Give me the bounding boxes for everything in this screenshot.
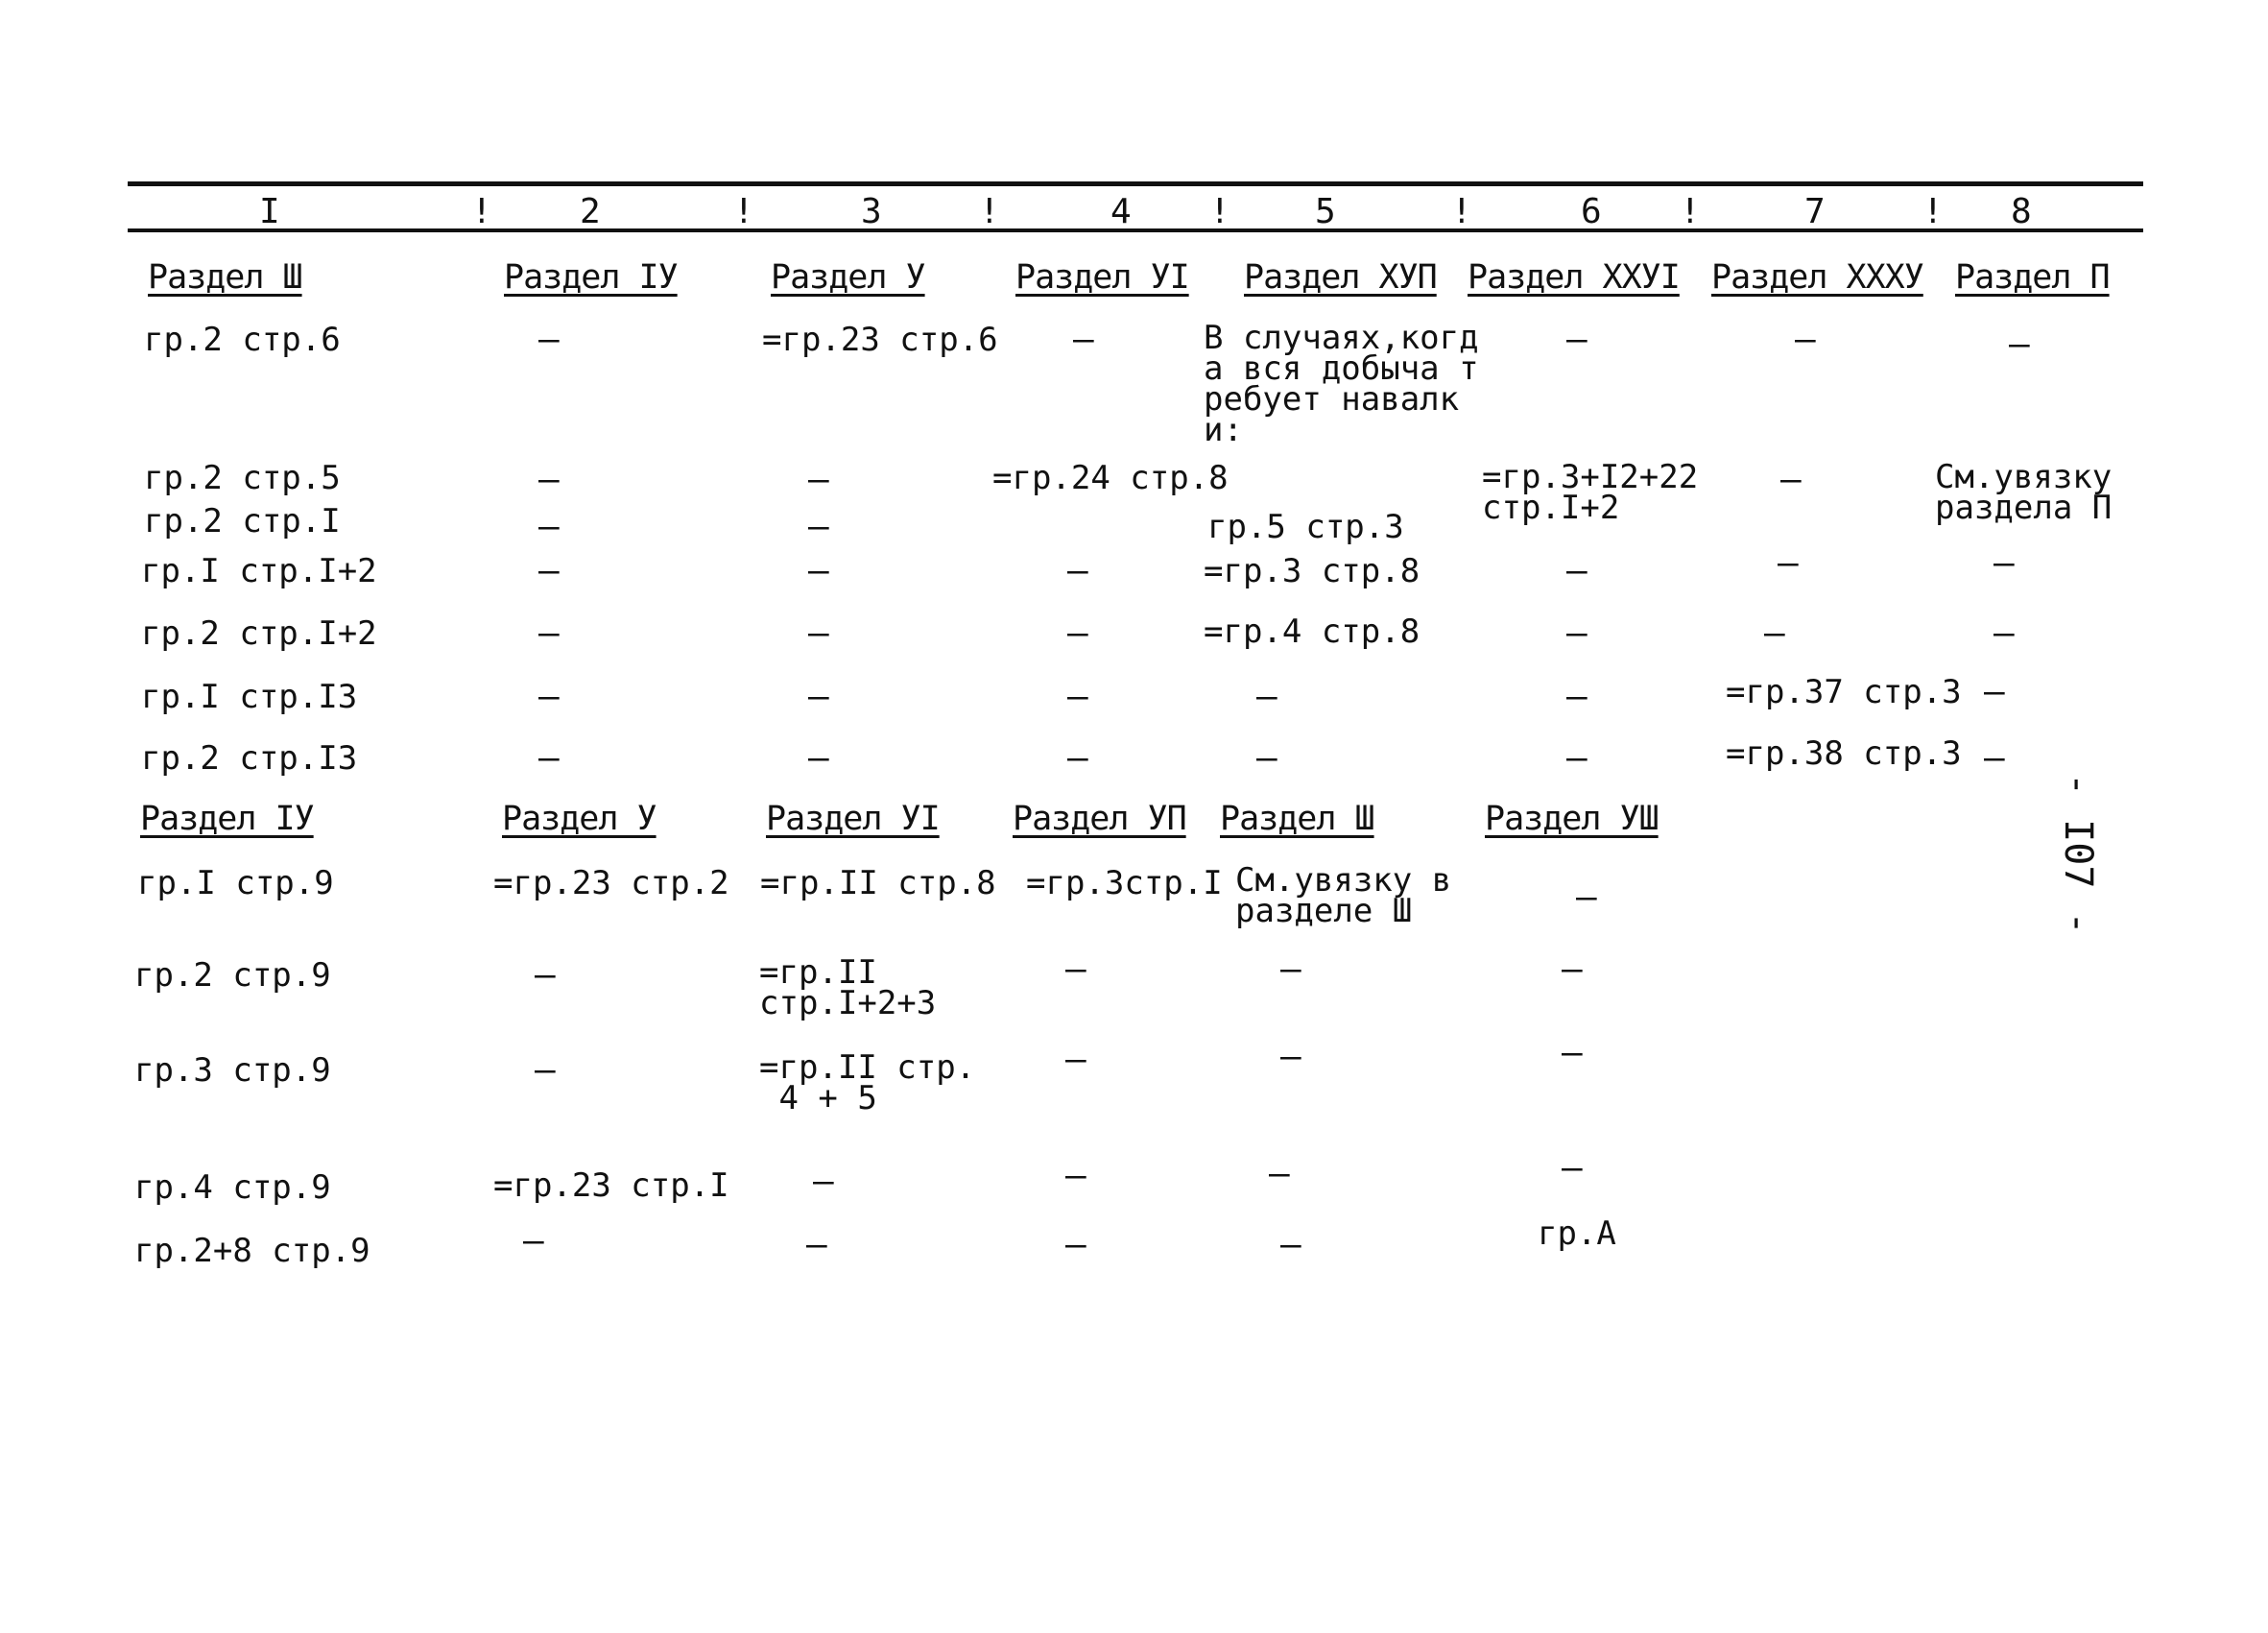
table-cell: – <box>1984 672 2005 711</box>
table-cell: =гр.3стр.I <box>1026 864 1223 902</box>
section-heading: Раздел У <box>502 800 657 838</box>
table-cell: – <box>1780 460 1802 499</box>
col-separator: ! <box>1680 192 1701 231</box>
table-cell: гр.I стр.I3 <box>141 678 358 716</box>
table-cell: – <box>1256 738 1277 778</box>
table-cell: – <box>1280 1225 1301 1264</box>
table-cell: =гр.II стр.I+2+3 <box>759 953 937 1022</box>
table-cell: – <box>2009 324 2030 364</box>
table-cell: – <box>1256 677 1277 716</box>
table-cell: – <box>1065 949 1086 989</box>
col-number: 4 <box>1110 192 1132 231</box>
table-cell: =гр.3+I2+22 стр.I+2 <box>1482 458 1699 527</box>
table-cell: гр.5 стр.3 <box>1207 508 1404 546</box>
section-heading: Раздел ХХХУ <box>1711 258 1923 297</box>
table-cell: гр.I стр.I+2 <box>141 552 377 590</box>
table-cell: – <box>1795 320 1816 359</box>
col-separator: ! <box>1209 192 1230 231</box>
table-cell: – <box>1562 1148 1583 1188</box>
table-cell: – <box>1566 613 1588 653</box>
table-cell: =гр.37 стр.3 <box>1726 673 1962 711</box>
table-cell: – <box>538 460 560 499</box>
table-cell: – <box>806 1225 827 1264</box>
table-cell: – <box>1280 1037 1301 1076</box>
table-cell: – <box>1067 613 1088 653</box>
col-number: 8 <box>2011 192 2032 231</box>
table-cell: – <box>538 320 560 359</box>
table-cell: – <box>813 1162 834 1201</box>
table-cell: гр.А <box>1538 1214 1616 1253</box>
table-cell: – <box>1065 1156 1086 1195</box>
section-heading: Раздел У <box>771 258 925 297</box>
table-cell: =гр.24 стр.8 <box>992 459 1229 497</box>
col-separator: ! <box>733 192 754 231</box>
table-cell: – <box>1566 677 1588 716</box>
table-cell: гр.I стр.9 <box>137 864 334 902</box>
section-heading: Раздел УШ <box>1485 800 1659 838</box>
table-cell: – <box>1280 949 1301 989</box>
table-cell: – <box>538 677 560 716</box>
table-cell: – <box>1562 1033 1583 1072</box>
table-cell: – <box>1073 320 1094 359</box>
col-number: 2 <box>580 192 601 231</box>
table-top-rule <box>128 181 2143 186</box>
table-cell: – <box>1764 613 1785 653</box>
table-cell: – <box>1984 738 2005 778</box>
col-separator: ! <box>979 192 1000 231</box>
table-cell: – <box>1576 877 1597 917</box>
table-cell: – <box>1065 1040 1086 1079</box>
table-cell-note: В случаях,когда вся добыча требует навалки: <box>1204 319 1479 449</box>
table-cell: =гр.II стр. 4 + 5 <box>759 1048 976 1117</box>
table-cell: гр.4 стр.9 <box>134 1168 331 1207</box>
col-separator: ! <box>1922 192 1944 231</box>
table-cell: =гр.4 стр.8 <box>1204 612 1420 651</box>
section-heading: Раздел Ш <box>1220 800 1374 838</box>
table-cell: – <box>808 507 829 546</box>
table-cell: – <box>808 738 829 778</box>
col-number: 3 <box>861 192 882 231</box>
table-cell: См.увязку раздела П <box>1935 458 2113 527</box>
table-cell: – <box>1566 738 1588 778</box>
table-cell: – <box>1067 677 1088 716</box>
table-cell: – <box>538 551 560 590</box>
table-cell: – <box>1269 1154 1290 1193</box>
table-cell: – <box>1067 551 1088 590</box>
table-cell: – <box>1566 551 1588 590</box>
section-heading: Раздел УI <box>1015 258 1189 297</box>
section-heading: Раздел УП <box>1013 800 1186 838</box>
table-cell: – <box>535 955 556 995</box>
section-heading: Раздел IУ <box>140 800 314 838</box>
section-heading: Раздел ХУП <box>1244 258 1437 297</box>
table-cell: – <box>538 613 560 653</box>
table-cell: =гр.3 стр.8 <box>1204 552 1420 590</box>
table-cell: – <box>808 613 829 653</box>
table-cell: – <box>1566 320 1588 359</box>
table-cell: гр.2 стр.9 <box>134 956 331 995</box>
section-heading: Раздел IУ <box>504 258 678 297</box>
table-cell: =гр.23 стр.2 <box>493 864 729 902</box>
col-number: 6 <box>1581 192 1602 231</box>
section-heading: Раздел УI <box>766 800 940 838</box>
table-cell: См.увязку в разделе Ш <box>1235 861 1452 930</box>
table-cell: =гр.23 стр.I <box>493 1166 729 1205</box>
table-cell: – <box>1993 613 2015 653</box>
col-separator: ! <box>471 192 492 231</box>
section-heading: Раздел ХХУI <box>1468 258 1680 297</box>
table-cell: гр.2 стр.5 <box>144 459 341 497</box>
table-cell: гр.2+8 стр.9 <box>134 1232 370 1270</box>
col-number: 7 <box>1804 192 1826 231</box>
table-cell: – <box>1065 1225 1086 1264</box>
table-cell: – <box>538 507 560 546</box>
col-separator: ! <box>1451 192 1472 231</box>
page-number: - I07 - <box>2056 773 2100 935</box>
section-heading: Раздел Ш <box>148 258 302 297</box>
table-cell: гр.2 стр.I <box>144 502 341 540</box>
table-cell: гр.2 стр.6 <box>144 321 341 359</box>
table-cell: – <box>535 1050 556 1090</box>
table-cell: гр.2 стр.I+2 <box>141 614 377 653</box>
table-cell: – <box>1562 949 1583 989</box>
table-cell: =гр.23 стр.6 <box>762 321 998 359</box>
section-heading: Раздел П <box>1955 258 2110 297</box>
table-cell: – <box>808 460 829 499</box>
table-cell: – <box>1993 543 2015 583</box>
table-cell: – <box>1067 738 1088 778</box>
table-cell: – <box>808 677 829 716</box>
table-cell: – <box>1778 543 1799 583</box>
table-cell: гр.2 стр.I3 <box>141 739 358 778</box>
table-cell: =гр.II стр.8 <box>760 864 996 902</box>
table-header-rule <box>128 228 2143 232</box>
table-cell: – <box>523 1221 544 1261</box>
table-cell: =гр.38 стр.3 <box>1726 734 1962 773</box>
table-cell: – <box>538 738 560 778</box>
col-number: I <box>259 192 280 231</box>
table-cell: гр.3 стр.9 <box>134 1051 331 1090</box>
table-cell: – <box>808 551 829 590</box>
col-number: 5 <box>1315 192 1336 231</box>
